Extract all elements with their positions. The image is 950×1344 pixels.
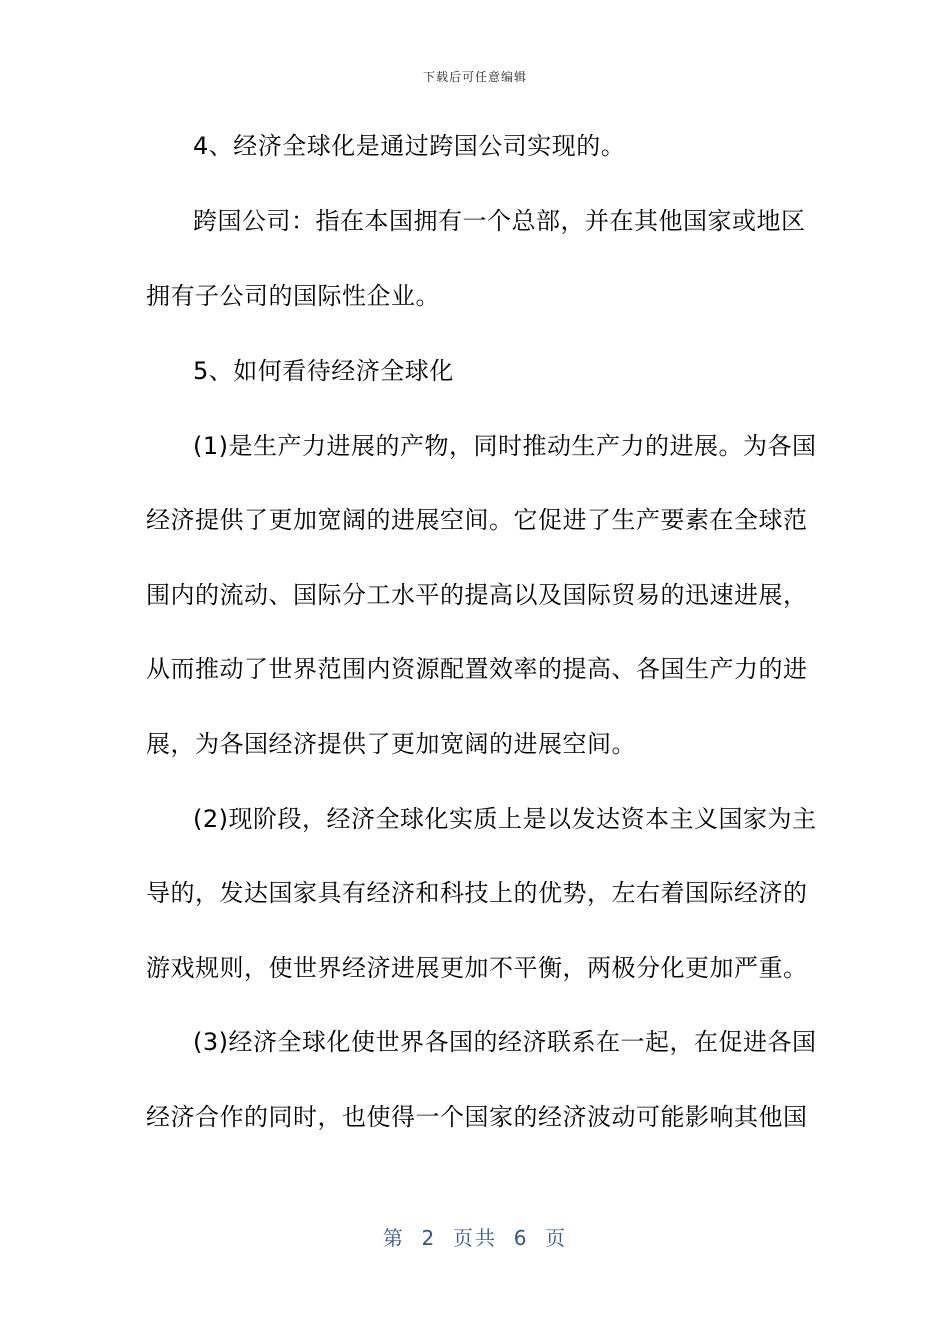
paragraph-line: (1)是生产力进展的产物，同时推动生产力的进展。为各国 <box>193 432 817 460</box>
paragraph-line: 从而推动了世界范围内资源配置效率的提高、各国生产力的进 <box>146 655 808 683</box>
paragraph-line: 游戏规则，使世界经济进展更加不平衡，两极分化更加严重。 <box>146 954 808 982</box>
paragraph-line: 跨国公司：指在本国拥有一个总部，并在其他国家或地区 <box>193 207 806 235</box>
paragraph-line: (2)现阶段，经济全球化实质上是以发达资本主义国家为主 <box>193 805 817 833</box>
page-number-label: 第 2 页共 6 页 <box>382 1226 568 1250</box>
paragraph-line: (3)经济全球化使世界各国的经济联系在一起，在促进各国 <box>193 1028 817 1056</box>
paragraph-line: 拥有子公司的国际性企业。 <box>146 282 440 310</box>
paragraph-line: 围内的流动、国际分工水平的提高以及国际贸易的迅速进展， <box>146 581 808 609</box>
paragraph-line: 经济提供了更加宽阔的进展空间。它促进了生产要素在全球范 <box>146 506 808 534</box>
page-number-footer <box>0 1222 950 1251</box>
page-header-note: 下载后可任意编辑 <box>422 70 527 84</box>
paragraph-line: 4、经济全球化是通过跨国公司实现的。 <box>193 132 626 160</box>
paragraph-line: 经济合作的同时，也使得一个国家的经济波动可能影响其他国 <box>146 1103 808 1131</box>
paragraph-line: 展，为各国经济提供了更加宽阔的进展空间。 <box>146 730 636 758</box>
paragraph-line: 5、如何看待经济全球化 <box>193 357 454 385</box>
paragraph-line: 导的，发达国家具有经济和科技上的优势，左右着国际经济的 <box>146 879 808 907</box>
